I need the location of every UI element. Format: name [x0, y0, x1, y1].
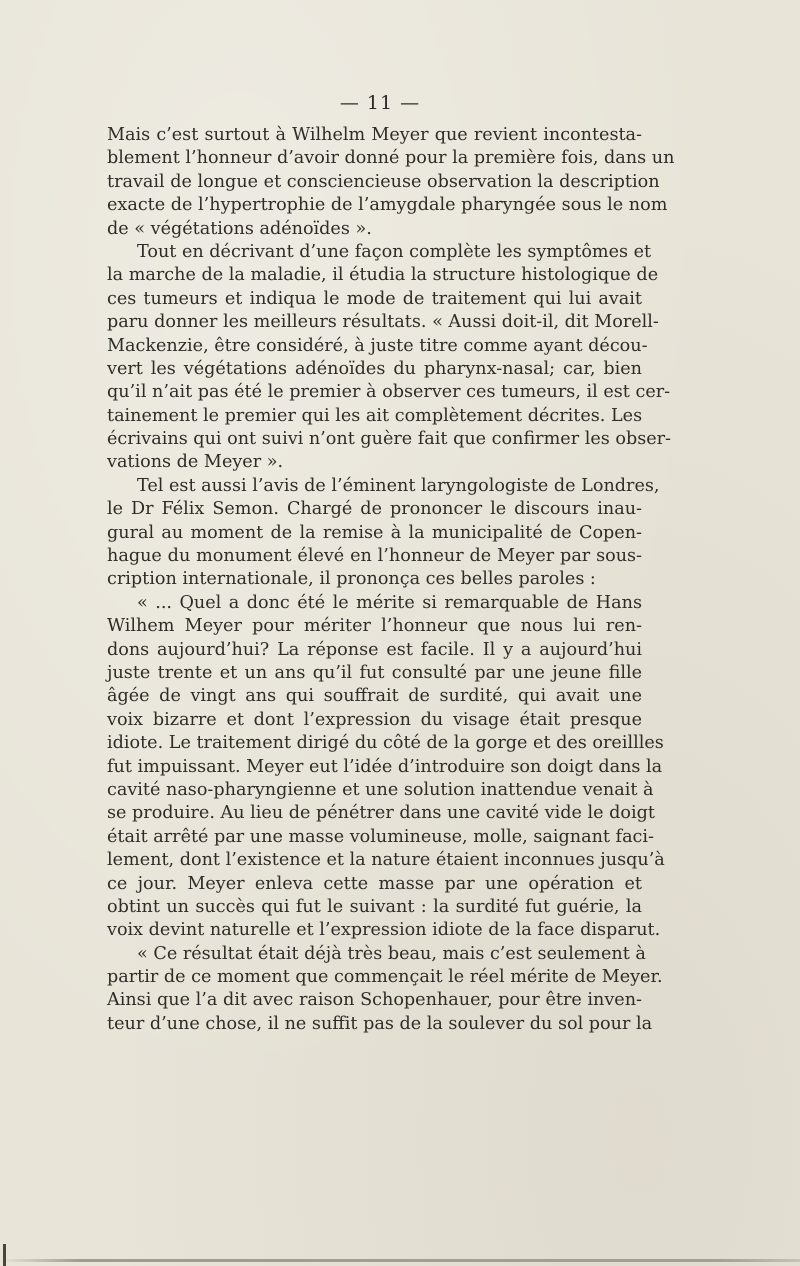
text-line: lement, dont l’existence et la nature étaient inconnues jusqu’à: [107, 850, 665, 871]
text-line: blement l’honneur d’avoir donné pour la première fois, dans un: [107, 148, 675, 169]
text-line: de « végétations adénoïdes ».: [107, 218, 372, 239]
text-line: vert les végétations adénoïdes du pharynx-nasal; car, bien: [107, 358, 642, 379]
text-line: paru donner les meilleurs résultats. « Aussi doit-il, dit Morell-: [107, 312, 659, 333]
text-line: Mackenzie, être considéré, à juste titre comme ayant décou-: [107, 335, 648, 356]
text-line: « Ce résultat était déjà très beau, mais c’est seulement à: [137, 943, 646, 964]
page-bottom-edge: [0, 1259, 800, 1262]
text-line: cription internationale, il prononça ces belles paroles :: [107, 569, 596, 590]
page-number: — 11 —: [339, 92, 421, 114]
body-text: [107, 124, 675, 1036]
text-line: hague du monument élevé en l’honneur de Meyer par sous-: [107, 546, 642, 567]
text-line: Wilhem Meyer pour mériter l’honneur que nous lui ren-: [107, 616, 642, 637]
text-line: voix devint naturelle et l’expression idiote de la face disparut.: [107, 920, 661, 941]
text-line: Mais c’est surtout à Wilhelm Meyer que revient incontesta-: [107, 125, 642, 145]
text-line: cavité naso-pharyngienne et une solution inattendue venait à: [107, 779, 654, 800]
text-line: tainement le premier qui les ait complètement décrites. Les: [107, 405, 643, 426]
text-line: Tel est aussi l’avis de l’éminent laryngologiste de Londres,: [137, 475, 660, 496]
text-line: la marche de la maladie, il étudia la structure histologique de: [107, 265, 659, 286]
text-line: ces tumeurs et indiqua le mode de traitement qui lui avait: [107, 288, 642, 309]
binding-mark: [3, 1244, 6, 1266]
text-line: fut impuissant. Meyer eut l’idée d’introduire son doigt dans la: [107, 756, 663, 777]
text-line: travail de longue et consciencieuse observation la description: [107, 171, 660, 192]
text-line: partir de ce moment que commençait le réel mérite de Meyer.: [107, 967, 663, 988]
text-line: « ... Quel a donc été le mérite si remarquable de Hans: [137, 592, 642, 613]
text-line: le Dr Félix Semon. Chargé de prononcer le discours inau-: [107, 499, 642, 520]
text-line: ce jour. Meyer enleva cette masse par une opération et: [107, 873, 642, 894]
text-line: idiote. Le traitement dirigé du côté de la gorge et des oreillles: [107, 733, 664, 754]
text-line: vations de Meyer ».: [107, 452, 284, 473]
text-line: gural au moment de la remise à la municipalité de Copen-: [107, 522, 642, 543]
text-line: Ainsi que l’a dit avec raison Schopenhauer, pour être inven-: [107, 990, 642, 1011]
text-line: voix bizarre et dont l’expression du visage était presque: [107, 709, 642, 730]
text-line: Tout en décrivant d’une façon complète les symptômes et: [137, 241, 652, 262]
text-line: juste trente et un ans qu’il fut consulté par une jeune fille: [107, 662, 642, 683]
text-line: obtint un succès qui fut le suivant : la surdité fut guérie, la: [107, 896, 642, 917]
text-line: exacte de l’hypertrophie de l’amygdale pharyngée sous le nom: [107, 195, 668, 216]
text-line: âgée de vingt ans qui souffrait de surdité, qui avait une: [107, 686, 642, 707]
text-line: se produire. Au lieu de pénétrer dans une cavité vide le doigt: [107, 803, 655, 824]
text-line: dons aujourd’hui? La réponse est facile. Il y a aujourd’hui: [107, 639, 642, 660]
text-line: teur d’une chose, il ne suffit pas de la soulever du sol pour la: [107, 1013, 653, 1034]
text-line: était arrêté par une masse volumineuse, molle, saignant faci-: [107, 826, 654, 847]
text-line: écrivains qui ont suivi n’ont guère fait que confirmer les obser-: [107, 429, 672, 450]
text-line: qu’il n’ait pas été le premier à observer ces tumeurs, il est cer-: [107, 382, 671, 403]
